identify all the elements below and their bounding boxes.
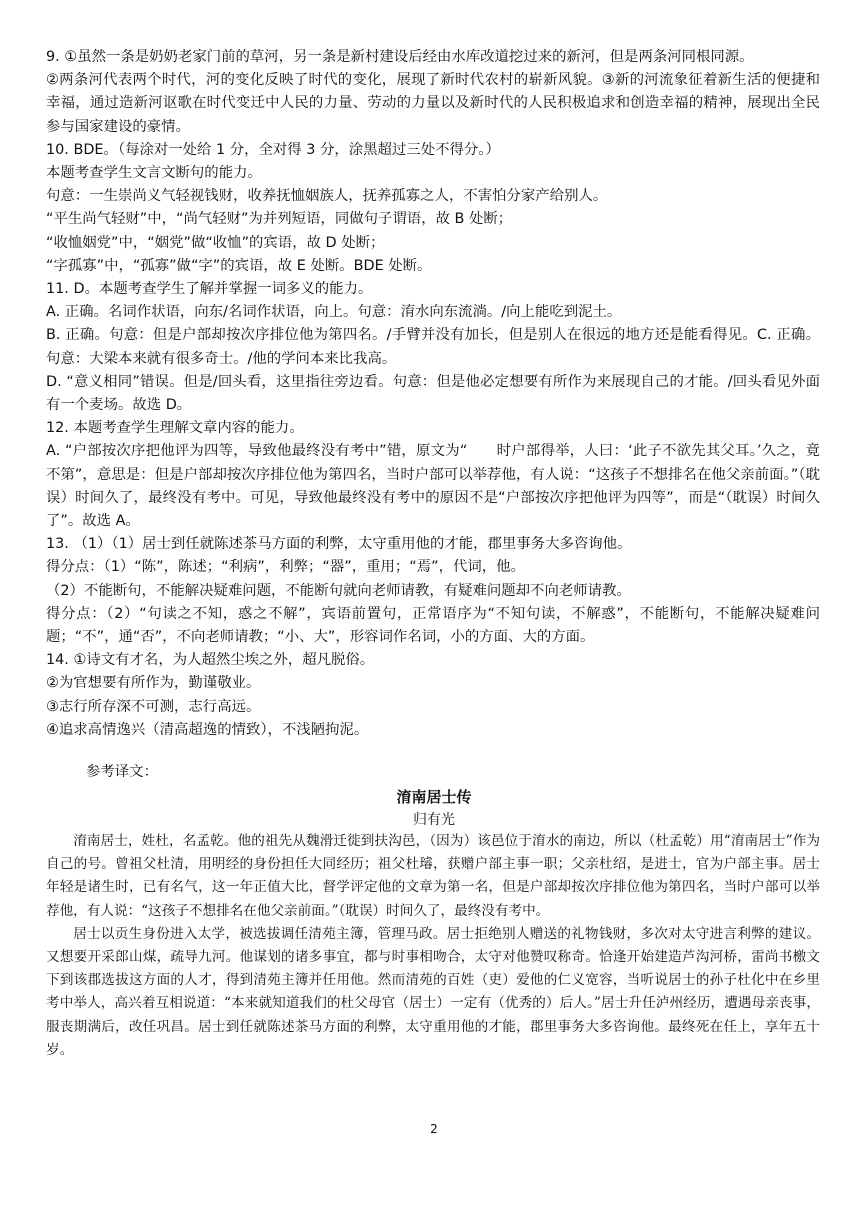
- answer-line: “平生尚气轻财”中，“尚气轻财”为并列短语，同做句子谓语，故 B 处断；: [46, 211, 513, 228]
- page-number: 2: [430, 1122, 438, 1136]
- answer-line: ④追求高情逸兴（清高超逸的情致），不浅陋拘泥。: [46, 721, 369, 738]
- translation-author: 归有光: [413, 812, 455, 828]
- answer-line: 本题考查学生文言文断句的能力。: [46, 165, 262, 182]
- answer-line: 得分点：（2）“句读之不知，惑之不解”，宾语前置句，正常语序为“不知句读，不解惑”，不能断句，不能解决疑难问题；“不”，通“否”，不向老师请教；“小、大”，形容词作名词，小的方面、大的方面。: [46, 605, 820, 646]
- answer-line: 11. D。本题考查学生了解并掌握一词多义的能力。: [46, 281, 373, 298]
- answer-line: 得分点：（1）“陈”，陈述；“利病”，利弊；“器”，重用；“焉”，代词，他。: [46, 559, 525, 576]
- answer-line: 13. （1）（1）居士到任就陈述茶马方面的利弊，太守重用他的才能，郡里事务大多咨询他。: [46, 536, 632, 553]
- answer-line: 14. ①诗文有才名，为人超然尘埃之外，超凡脱俗。: [46, 652, 375, 669]
- translation-paragraph: 淯南居士，姓杜，名孟乾。他的祖先从魏滑迁徙到扶沟邑，（因为）该邑位于淯水的南边，所以（杜孟乾）用“淯南居士”作为自己的号。曾祖父杜清，用明经的身份担任大同经历；祖父杜璿，获赠户部主事一职；父亲杜绍，是进士，官为户部主事。居士年轻是诸生时，已有名气，这一年正值大比，督学评定他的文章为第一名，但是户部却按次序排位他为第四名，当时户部可以举荐他，有人说：“这孩子不想排名在他父亲前面。”（耽误）时间久了，最终没有考中。: [46, 833, 820, 919]
- answer-line: 句意：一生崇尚义气轻视钱财，收养抚恤姻族人，抚养孤寡之人，不害怕分家产给别人。: [46, 188, 608, 205]
- answer-line: 10. BDE。（每涂对一处给 1 分，全对得 3 分，涂黑超过三处不得分。）: [46, 141, 500, 158]
- answer-line: ③志行所存深不可测，志行高远。: [46, 698, 261, 715]
- answer-line: ②为官想要有所作为，勤谨敬业。: [46, 675, 261, 692]
- answer-line: ②两条河代表两个时代，河的变化反映了时代的变化，展现了新时代农村的崭新风貌。③新的河流象征着新生活的便捷和幸福，通过造新河讴歌在时代变迁中人民的力量、劳动的力量以及新时代的人民积极追求和创造幸福的精神，展现出全民参与国家建设的豪情。: [46, 72, 820, 135]
- answer-section: [46, 46, 820, 742]
- answer-line: D. “意义相同”错误。但是/回头看，这里指往旁边看。句意：但是他必定想要有所作为来展现自己的才能。/回头看见外面有一个麦场。故选 D。: [46, 373, 820, 414]
- answer-line: A. “户部按次序把他评为四等，导致他最终没有考中”错，原文为“ 时户部得举，人曰：‘此子不欲先其父耳。’久之，竟不第”，意思是：但是户部却按次序排位他为第四名，当时户部可以举荐他，有人说：“这孩子不想排名在他父亲前面。”（耽误）时间久了，最终没有考中。可见，导致他最终没有考中的原因不是“户部按次序把他评为四等”，而是“（耽误）时间久了”。故选 A。: [46, 443, 820, 530]
- translation-paragraph: 居士以贡生身份进入太学，被选拔调任清苑主簿，管理马政。居士拒绝别人赠送的礼物钱财，多次对太守进言利弊的建议。又想要开采郎山煤，疏导九河。他谋划的诸多事宜，都与时事相吻合，太守对他赞叹称奇。恰逢开始建造芦沟河桥，雷尚书檄文下到该郡选拔这方面的人才，得到清苑主簿并任用他。然而清苑的百姓（吏）爱他的仁义宽容，当听说居士的孙子杜化中在乡里考中举人，高兴着互相说道：“本来就知道我们的杜父母官（居士）一定有（优秀的）后人。”居士升任泸州经历，遭遇母亲丧事，服丧期满后，改任巩昌。居士到任就陈述茶马方面的利弊，太守重用他的才能，郡里事务大多咨询他。最终死在任上，享年五十岁。: [46, 925, 820, 1058]
- answer-line: “字孤寡”中，“孤寡”做“字”的宾语，故 E 处断。BDE 处断。: [46, 257, 432, 274]
- answer-line: 12. 本题考查学生理解文章内容的能力。: [46, 420, 304, 437]
- answer-line: “收恤姻党”中，“姻党”做“收恤”的宾语，故 D 处断；: [46, 234, 385, 251]
- answer-line: B. 正确。句意：但是户部却按次序排位他为第四名。/手臂并没有加长，但是别人在很远的地方还是能看得见。C. 正确。句意：大梁本来就有很多奇士。/他的学问本来比我高。: [46, 327, 820, 367]
- answer-line: 9. ①虽然一条是奶奶老家门前的草河，另一条是新村建设后经由水库改道挖过来的新河，但是两条河同根同源。: [46, 49, 754, 65]
- answer-line: （2）不能断句，不能解决疑难问题，不能断句就向老师请教，有疑难问题却不向老师请教。: [46, 582, 631, 599]
- answer-line: A. 正确。名词作状语，向东/名词作状语，向上。句意：淯水向东流淌。/向上能吃到泥土。: [46, 304, 622, 321]
- translation-title: 淯南居士传: [396, 788, 472, 806]
- translation-label: 参考译文：: [86, 764, 158, 780]
- translation-body: [46, 830, 820, 1062]
